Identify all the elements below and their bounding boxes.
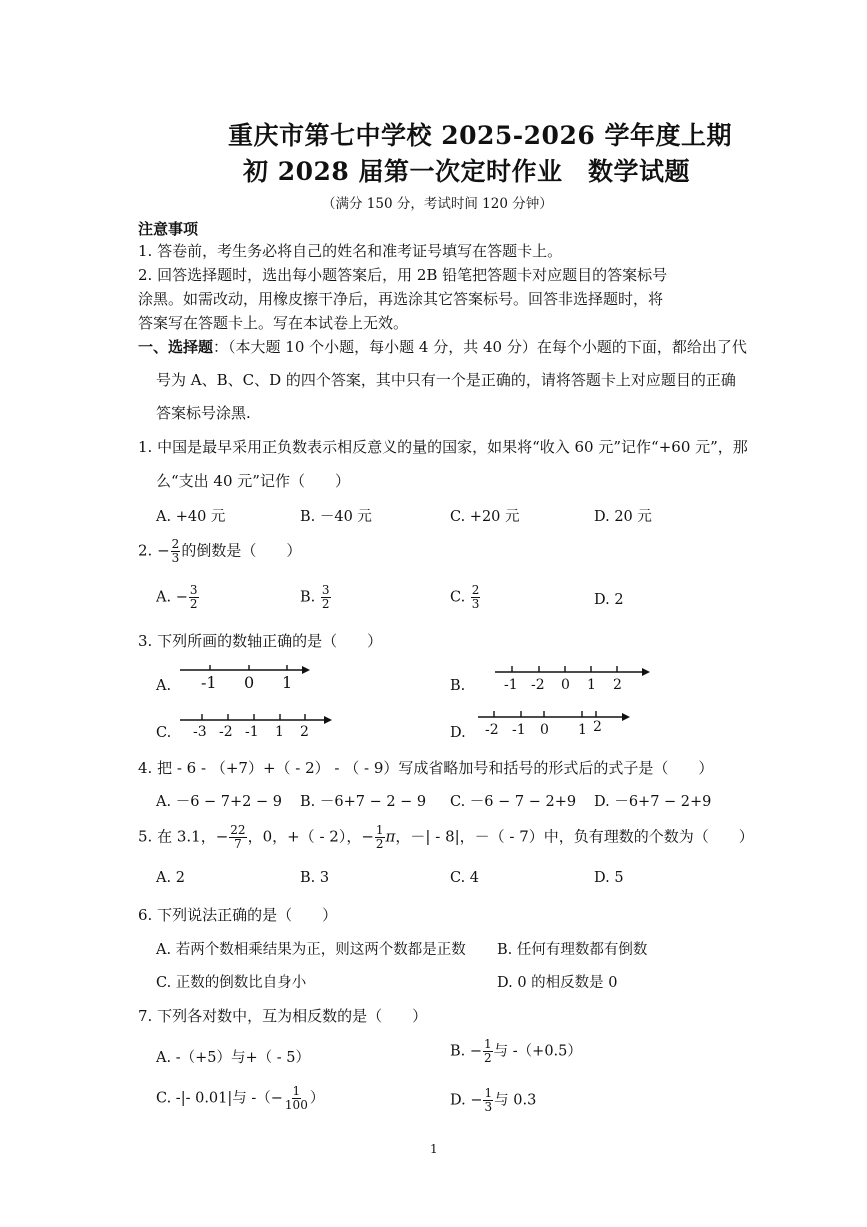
q3-stem: 3. 下列所画的数轴正确的是（ ） (138, 632, 383, 650)
q7-stem: 7. 下列各对数中，互为相反数的是（ ） (138, 1007, 428, 1025)
q5-option-d[interactable]: D. 5 (594, 870, 624, 886)
q4-option-b[interactable]: B. －6+7 − 2 − 9 (300, 794, 427, 810)
q1-stem: 1. 中国是最早采用正负数表示相反意义的量的国家，如果将“收入 60 元”记作“+60 元”，那 (138, 438, 748, 456)
q2-number: 2. (138, 541, 153, 560)
q2-neg-sign: − (157, 541, 170, 560)
q5-stem: 5. 在 3.1，− $\frac{22}{7}$ ，0，+（ - 2），− $\frac{1}{2}$ π，－| - 8|，－（ - 7）中，负有理数的个数为（ ） (138, 823, 754, 851)
q1-option-b[interactable]: B. －40 元 (300, 509, 372, 525)
q3-option-a-label[interactable]: A. (156, 678, 172, 694)
q3-number-line-b[interactable] (495, 664, 650, 684)
page-number: 1 (430, 1142, 438, 1156)
note-item-2-cont: 涂黑。如需改动，用橡皮擦干净后，再选涂其它答案标号。回答非选择题时，将 (138, 290, 664, 308)
q6-stem: 6. 下列说法正确的是（ ） (138, 906, 338, 924)
q3-a-tick-label: 1 (282, 673, 293, 692)
q3-c-tick-label: -1 (245, 724, 259, 740)
q4-option-d[interactable]: D. －6+7 − 2+9 (594, 794, 712, 810)
q7-option-d[interactable]: D. − $\frac{1}{3}$ 与 0.3 (450, 1086, 537, 1114)
q6-option-d[interactable]: D. 0 的相反数是 0 (497, 975, 618, 991)
section-heading: 一、选择题 (138, 338, 214, 356)
q3-d-tick-label: 1 (578, 722, 587, 738)
q2-option-c[interactable]: C. $\frac{2}{3}$ (450, 583, 480, 611)
q3-c-tick-label: -2 (219, 724, 233, 740)
q2-option-a[interactable]: A. − $\frac{3}{2}$ (156, 583, 198, 611)
section-line-2: 号为 A、B、C、D 的四个答案，其中只有一个是正确的，请将答题卡上对应题目的正确 (156, 371, 736, 389)
note-item-2: 2. 回答选择题时，选出每小题答案后，用 2B 铅笔把答题卡对应题目的答案标号 (138, 266, 668, 284)
q3-d-tick-label: 0 (540, 722, 549, 738)
q5-option-b[interactable]: B. 3 (300, 870, 330, 886)
title-line-2: 初 2028 届第一次定时作业 数学试题 (243, 157, 690, 186)
q2-option-b[interactable]: B. $\frac{3}{2}$ (300, 583, 330, 611)
q2-fraction: $\frac{2}{3}$ (171, 537, 180, 565)
q1-option-d[interactable]: D. 20 元 (594, 509, 652, 525)
q2-stem (138, 538, 301, 565)
q4-stem: 4. 把 - 6 - （+7）+（ - 2） - （ - 9）写成省略加号和括号的形式后的式子是（ ） (138, 759, 714, 777)
notes-heading: 注意事项 (138, 220, 199, 238)
q3-b-tick-label: 2 (613, 677, 622, 693)
q3-b-tick-label: -1 (504, 677, 518, 693)
q4-option-a[interactable]: A. －6 − 7+2 − 9 (156, 794, 282, 810)
q4-option-c[interactable]: C. －6 − 7 − 2+9 (450, 794, 577, 810)
q3-c-tick-label: 2 (300, 724, 309, 740)
q3-b-tick-label: 0 (561, 677, 570, 693)
title-line-1: 重庆市第七中学校 2025-2026 学年度上期 (228, 121, 732, 150)
q3-c-tick-label: -3 (193, 724, 207, 740)
q3-d-tick-label: -1 (512, 722, 526, 738)
q6-option-a[interactable]: A. 若两个数相乘结果为正，则这两个数都是正数 (156, 942, 466, 958)
section-line-1: ：（本大题 10 个小题，每小题 4 分，共 40 分）在每个小题的下面，都给出了代 (213, 338, 747, 356)
q5-fraction-1-2: $\frac{1}{2}$ (375, 823, 384, 851)
note-item-2-end: 答案写在答题卡上。写在本试卷上无效。 (138, 314, 409, 332)
q2-option-d[interactable]: D. 2 (594, 592, 624, 608)
q3-option-d-label[interactable]: D. (450, 725, 466, 741)
q5-fraction-22-7: $\frac{22}{7}$ (230, 823, 246, 851)
q6-option-c[interactable]: C. 正数的倒数比自身小 (156, 975, 307, 991)
q1-stem-cont: 么“支出 40 元”记作（ ） (156, 472, 350, 490)
q7-option-b[interactable]: B. − $\frac{1}{2}$ 与 -（+0.5） (450, 1037, 582, 1065)
q1-option-c[interactable]: C. +20 元 (450, 509, 520, 525)
exam-info: （满分 150 分，考试时间 120 分钟） (322, 196, 553, 212)
q3-b-tick-label: -2 (531, 677, 545, 693)
q3-b-tick-label: 1 (587, 677, 596, 693)
q3-a-tick-label: -1 (201, 673, 217, 692)
q3-d-tick-label: -2 (485, 722, 499, 738)
q3-a-tick-label: 0 (244, 673, 255, 692)
q6-option-b[interactable]: B. 任何有理数都有倒数 (497, 942, 648, 958)
q3-c-tick-label: 1 (275, 724, 284, 740)
section-line-3: 答案标号涂黑. (156, 404, 251, 422)
q7-option-c[interactable]: C. -|- 0.01|与 -（− $\frac{1}{100}$ ） (156, 1084, 325, 1112)
q3-option-c-label[interactable]: C. (156, 725, 172, 741)
q5-option-c[interactable]: C. 4 (450, 870, 480, 886)
q3-number-line-d[interactable] (478, 709, 630, 729)
q3-option-b-label[interactable]: B. (450, 678, 466, 694)
note-item-1: 1. 答卷前，考生务必将自己的姓名和准考证号填写在答题卡上。 (138, 242, 563, 260)
q3-d-tick-label: 2 (593, 719, 602, 735)
q1-option-a[interactable]: A. +40 元 (156, 509, 226, 525)
q2-stem-text: 的倒数是（ ） (181, 541, 302, 560)
q5-option-a[interactable]: A. 2 (156, 870, 185, 886)
q7-option-a[interactable]: A. -（+5）与+（ - 5） (156, 1050, 310, 1066)
section-intro (138, 336, 747, 357)
